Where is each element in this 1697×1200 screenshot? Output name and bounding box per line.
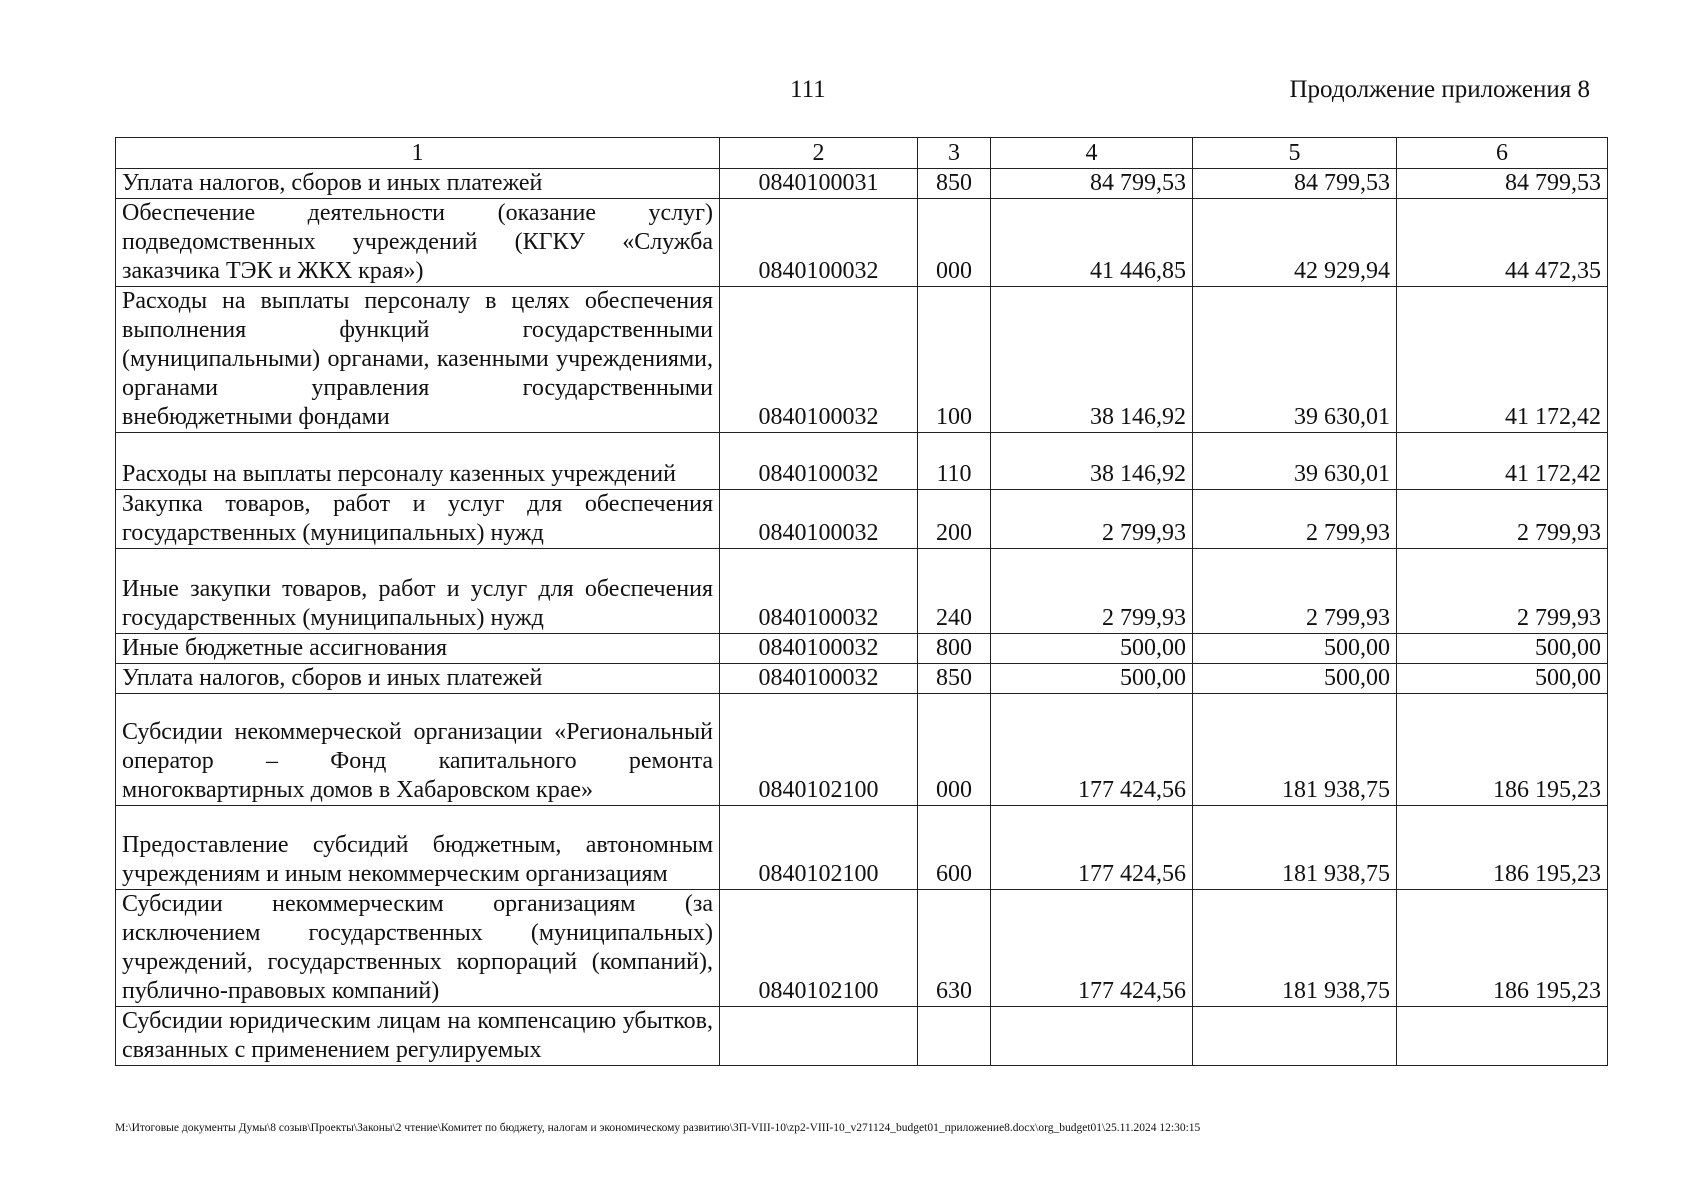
row-value-cell: 2 799,93 (1397, 549, 1608, 634)
table-row (116, 549, 1608, 634)
row-name-cell: Обеспечение деятельности (оказание услуг) подведомственных учреждений (КГКУ «Служба заказчика ТЭК и ЖКХ края») (116, 199, 720, 287)
row-type-cell: 240 (918, 549, 991, 634)
row-value-cell: 186 195,23 (1397, 694, 1608, 806)
row-value-cell: 39 630,01 (1193, 433, 1397, 490)
row-value-cell: 41 172,42 (1397, 287, 1608, 433)
row-name-cell: Закупка товаров, работ и услуг для обеспечения государственных (муниципальных) нужд (116, 490, 720, 549)
row-value-cell: 177 424,56 (991, 890, 1193, 1007)
row-type-cell: 000 (918, 199, 991, 287)
table-row (116, 1007, 1608, 1066)
row-value-cell: 41 446,85 (991, 199, 1193, 287)
row-value-cell: 38 146,92 (991, 433, 1193, 490)
row-value-cell: 186 195,23 (1397, 890, 1608, 1007)
header-cell: 4 (991, 138, 1193, 169)
row-code-cell: 0840100032 (720, 634, 918, 664)
row-name-cell: Предоставление субсидий бюджетным, автономным учреждениям и иным некоммерческим организациям (116, 806, 720, 890)
table-row (116, 490, 1608, 549)
row-value-cell: 42 929,94 (1193, 199, 1397, 287)
row-type-cell: 850 (918, 664, 991, 694)
row-value-cell: 500,00 (1397, 634, 1608, 664)
header-cell: 5 (1193, 138, 1397, 169)
header-cell: 3 (918, 138, 991, 169)
row-type-cell (918, 1007, 991, 1066)
budget-table-body (116, 138, 1608, 1066)
row-type-cell: 200 (918, 490, 991, 549)
footer-file-path: M:\Итоговые документы Думы\8 созыв\Проекты\Законы\2 чтение\Комитет по бюджету, налогам и экономическому развитию\ЗП-VIII-10\zp2-VIII-10_v271124_budget01_приложение8.docx\org_budget01\25.11.2024 12:30:15 (115, 1122, 1201, 1134)
row-value-cell: 500,00 (1193, 634, 1397, 664)
budget-table (115, 137, 1608, 1066)
row-type-cell: 600 (918, 806, 991, 890)
header-cell: 6 (1397, 138, 1608, 169)
row-value-cell: 84 799,53 (1397, 169, 1608, 199)
row-name-cell: Уплата налогов, сборов и иных платежей (116, 169, 720, 199)
row-type-cell: 100 (918, 287, 991, 433)
row-value-cell: 177 424,56 (991, 806, 1193, 890)
table-row (116, 664, 1608, 694)
header-cell: 1 (116, 138, 720, 169)
table-row (116, 169, 1608, 199)
header-cell: 2 (720, 138, 918, 169)
row-code-cell: 0840102100 (720, 694, 918, 806)
row-value-cell: 186 195,23 (1397, 806, 1608, 890)
row-code-cell: 0840102100 (720, 806, 918, 890)
appendix-caption: Продолжение приложения 8 (1289, 76, 1590, 103)
row-type-cell: 000 (918, 694, 991, 806)
page-number: 111 (790, 76, 826, 103)
row-value-cell: 181 938,75 (1193, 890, 1397, 1007)
row-code-cell: 0840100032 (720, 199, 918, 287)
row-value-cell: 2 799,93 (1193, 549, 1397, 634)
row-name-cell: Расходы на выплаты персоналу казенных учреждений (116, 433, 720, 490)
row-code-cell: 0840100032 (720, 433, 918, 490)
row-code-cell: 0840100032 (720, 664, 918, 694)
row-code-cell: 0840102100 (720, 890, 918, 1007)
table-row (116, 806, 1608, 890)
row-type-cell: 110 (918, 433, 991, 490)
row-value-cell: 177 424,56 (991, 694, 1193, 806)
table-row (116, 433, 1608, 490)
row-value-cell: 38 146,92 (991, 287, 1193, 433)
row-name-cell: Иные закупки товаров, работ и услуг для обеспечения государственных (муниципальных) нужд (116, 549, 720, 634)
row-value-cell: 2 799,93 (991, 490, 1193, 549)
table-row (116, 890, 1608, 1007)
row-type-cell: 630 (918, 890, 991, 1007)
row-value-cell: 84 799,53 (1193, 169, 1397, 199)
row-value-cell: 2 799,93 (991, 549, 1193, 634)
table-row (116, 634, 1608, 664)
row-value-cell: 500,00 (1193, 664, 1397, 694)
row-value-cell: 500,00 (1397, 664, 1608, 694)
table-row (116, 199, 1608, 287)
table-header-row (116, 138, 1608, 169)
row-name-cell: Субсидии некоммерческой организации «Региональный оператор – Фонд капитального ремонта многоквартирных домов в Хабаровском крае» (116, 694, 720, 806)
row-name-cell: Расходы на выплаты персоналу в целях обеспечения выполнения функций государственными (муниципальными) органами, казенными учреждениями, органами управления государственными внебюджетными фондами (116, 287, 720, 433)
row-type-cell: 850 (918, 169, 991, 199)
table-row (116, 694, 1608, 806)
row-code-cell (720, 1007, 918, 1066)
row-value-cell: 181 938,75 (1193, 694, 1397, 806)
row-name-cell: Иные бюджетные ассигнования (116, 634, 720, 664)
row-code-cell: 0840100032 (720, 549, 918, 634)
row-value-cell: 500,00 (991, 634, 1193, 664)
row-value-cell: 41 172,42 (1397, 433, 1608, 490)
table-row (116, 287, 1608, 433)
row-type-cell: 800 (918, 634, 991, 664)
row-value-cell: 84 799,53 (991, 169, 1193, 199)
row-value-cell (1397, 1007, 1608, 1066)
row-name-cell: Субсидии юридическим лицам на компенсацию убытков, связанных с применением регулируемых (116, 1007, 720, 1066)
row-value-cell: 500,00 (991, 664, 1193, 694)
row-name-cell: Субсидии некоммерческим организациям (за исключением государственных (муниципальных) учреждений, государственных корпораций (компаний), публично-правовых компаний) (116, 890, 720, 1007)
row-value-cell (1193, 1007, 1397, 1066)
row-name-cell: Уплата налогов, сборов и иных платежей (116, 664, 720, 694)
row-value-cell: 44 472,35 (1397, 199, 1608, 287)
row-value-cell: 181 938,75 (1193, 806, 1397, 890)
row-code-cell: 0840100031 (720, 169, 918, 199)
row-value-cell: 39 630,01 (1193, 287, 1397, 433)
row-value-cell: 2 799,93 (1193, 490, 1397, 549)
row-value-cell (991, 1007, 1193, 1066)
row-code-cell: 0840100032 (720, 490, 918, 549)
row-value-cell: 2 799,93 (1397, 490, 1608, 549)
row-code-cell: 0840100032 (720, 287, 918, 433)
